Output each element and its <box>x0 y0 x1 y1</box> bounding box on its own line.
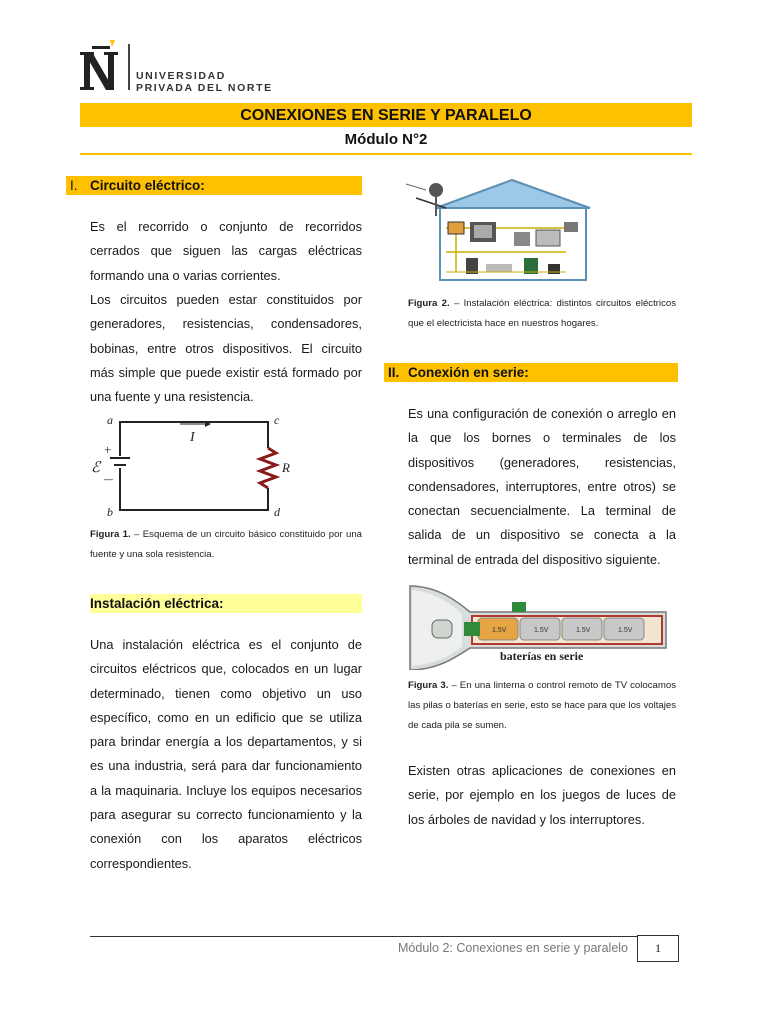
paragraph-installation: Una instalación eléctrica es el conjunto de circuitos eléctricos que, colocados en un lugar determinado, tienen como objetivo un uso específico, como en un edificio que se utiliza para brindar energía a los departamentos, y si es una industria, será para dar funcionamiento a la maquinaria. Incluye los equipos necesarios para asegurar su correcto funcionamiento y la conexión con los aparatos eléctricos correspondientes. <box>90 637 362 871</box>
logo-divider <box>128 44 130 90</box>
section-number: I. <box>70 178 78 193</box>
figure2-caption-text: – Instalación eléctrica: distintos circuitos eléctricos que el electricista hace en nuestros hogares. <box>408 298 677 329</box>
section-heading-text: Circuito eléctrico: <box>90 178 205 193</box>
flashlight-batteries-illustration <box>408 584 678 670</box>
emf-label: ℰ <box>91 460 101 476</box>
battery-4-label: 1.5V <box>618 627 633 634</box>
current-label: I <box>190 430 195 445</box>
figure2-caption-label: Figura 2. <box>408 298 450 309</box>
section-heading-text: Conexión en serie: <box>408 365 529 380</box>
battery-minus-label: — <box>104 474 113 484</box>
footer-divider <box>90 936 676 937</box>
node-b-label: b <box>107 505 113 519</box>
logo-line-2: PRIVADA DEL NORTE <box>136 82 273 94</box>
section-number: II. <box>388 365 400 380</box>
figure1-caption-label: Figura 1. <box>90 529 131 540</box>
page-number: 1 <box>637 935 679 962</box>
section-heading-circuit <box>66 176 362 195</box>
figure3-caption-label: Figura 3. <box>408 680 449 691</box>
resistor-label: R <box>282 460 290 475</box>
paragraph-circuit-components: Los circuitos pueden estar constituidos por generadores, resistencias, condensadores, bobinas, entre otros dispositivos. El circuito más simple que puede existir está formado por una fuente y una resistencia. <box>90 292 362 405</box>
battery-3-label: 1.5V <box>576 627 591 634</box>
page-subtitle: Módulo N°2 <box>80 127 692 155</box>
paragraph-series-applications: Existen otras aplicaciones de conexiones en serie, por ejemplo en los juegos de luces de los árboles de navidad y los interruptores. <box>408 763 676 827</box>
section-heading-installation <box>90 594 362 613</box>
node-c-label: c <box>274 413 280 427</box>
house-installation-illustration <box>406 172 606 284</box>
logo-line-1: UNIVERSIDAD <box>136 70 226 82</box>
paragraph-series-definition: Es una configuración de conexión o arreglo en la que los bornes o terminales de los dispositivos (generadores, resistencias, condensadores, interruptores, entre otros) se conectan secuencialmente. La terminal de salida de un dispositivo se conecta a la terminal de entrada del dispositivo siguiente. <box>408 406 676 567</box>
footer-module-title: Módulo 2: Conexiones en serie y paralelo <box>398 941 628 955</box>
university-logo-icon <box>80 38 124 92</box>
battery-2-label: 1.5V <box>534 627 549 634</box>
page-title: CONEXIONES EN SERIE Y PARALELO <box>80 103 692 127</box>
circuit-diagram <box>90 410 300 522</box>
section-heading-series <box>384 363 678 382</box>
logo-wordmark <box>136 70 273 94</box>
battery-1-label: 1.5V <box>492 627 507 634</box>
figure1-caption <box>90 525 362 565</box>
section-heading-text: Instalación eléctrica: <box>90 596 224 611</box>
figure1-caption-text: – Esquema de un circuito básico constituido por una fuente y una sola resistencia. <box>90 529 363 560</box>
batteries-in-series-label: baterías en serie <box>500 649 584 663</box>
figure2-caption <box>408 294 676 334</box>
node-a-label: a <box>107 413 113 427</box>
figure3-caption-text: – En una linterna o control remoto de TV colocamos las pilas o baterías en serie, esto se hace para que los voltajes de cada pila se sumen. <box>408 680 676 731</box>
battery-plus-label: + <box>104 442 112 457</box>
paragraph-circuit-definition: Es el recorrido o conjunto de recorridos cerrados que siguen las cargas eléctricas formando una o varias corrientes. <box>90 219 362 283</box>
node-d-label: d <box>274 505 280 519</box>
figure3-caption <box>408 676 676 736</box>
